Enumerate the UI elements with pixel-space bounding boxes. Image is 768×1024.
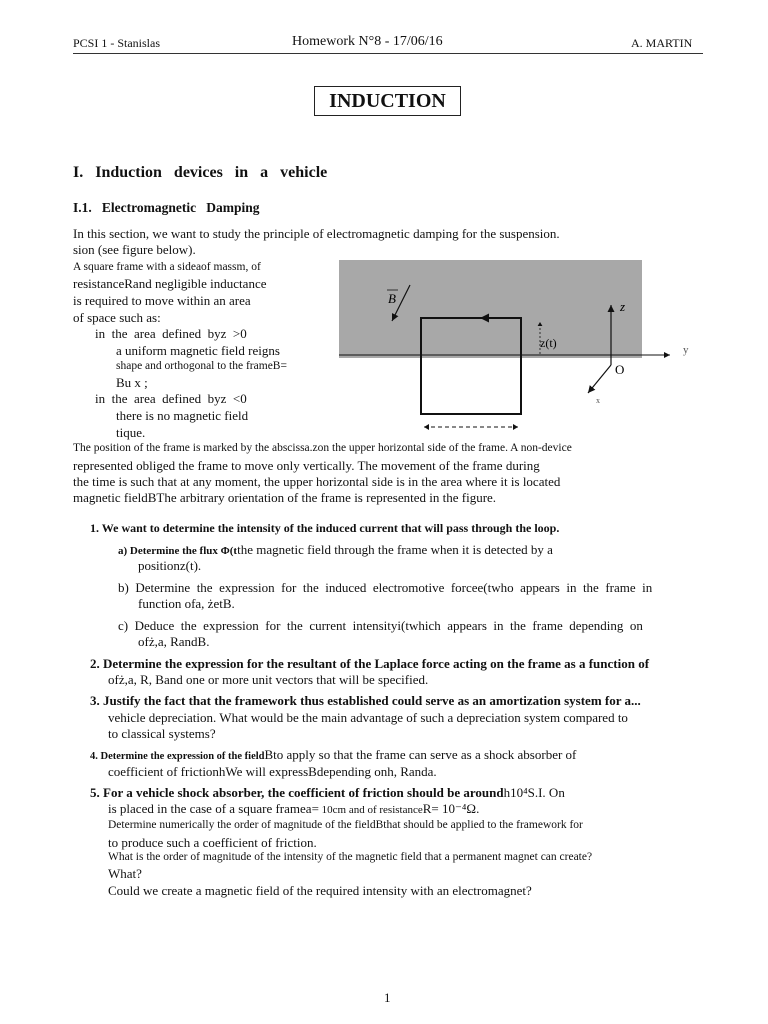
left-col-line: of space such as:: [73, 310, 161, 325]
left-col-line: tique.: [116, 425, 146, 440]
page-number: 1: [384, 990, 391, 1005]
question-3-cont: vehicle depreciation. What would be the main advantage of such a depreciation system compared to: [108, 710, 628, 725]
paragraph-line: The position of the frame is marked by the abscissa.zon the upper horizontal side of the frame. A non-device: [73, 442, 572, 454]
x-axis: [588, 365, 611, 393]
label-b: B: [388, 291, 396, 306]
label-y: y: [683, 344, 689, 356]
page-title: INDUCTION: [314, 86, 461, 116]
left-col-line: a uniform magnetic field reigns: [116, 343, 280, 358]
question-2-cont: ofż,a, R, Band one or more unit vectors that will be specified.: [108, 672, 429, 687]
left-col-line: there is no magnetic field: [116, 408, 249, 423]
paragraph-line: magnetic fieldBThe arbitrary orientation of the frame is represented in the figure.: [73, 490, 497, 505]
left-col-line: resistanceRand negligible inductance: [73, 276, 267, 291]
label-zt: z(t): [540, 336, 557, 350]
left-col-line: Bu x ;: [116, 375, 148, 390]
question-5-cont: to produce such a coefficient of friction.: [108, 835, 317, 850]
question-1a-cont: positionz(t).: [138, 558, 202, 573]
header-left: PCSI 1 - Stanislas: [73, 36, 161, 50]
question-5-cont: is placed in the case of a square framea= 10cm and of resistanceR= 10⁻⁴Ω.: [108, 801, 480, 816]
field-region: [339, 260, 642, 358]
label-z: z: [620, 299, 626, 314]
frame-figure: [330, 255, 710, 435]
header-rule: [73, 53, 703, 54]
subsection-heading: I.1. Electromagnetic Damping: [73, 200, 260, 215]
left-col-line: A square frame with a sideaof massm, of: [73, 261, 261, 273]
header-right: A. MARTIN: [631, 36, 693, 50]
section-heading: I. Induction devices in a vehicle: [73, 164, 328, 181]
question-1c: c) Deduce the expression for the current intensityi(twhich appears in the frame depending on: [118, 618, 643, 633]
question-2: 2. Determine the expression for the resultant of the Laplace force acting on the frame as a function of: [90, 656, 650, 671]
question-1c-cont: ofż,a, RandB.: [138, 634, 210, 649]
question-5-cont: What?: [108, 866, 142, 881]
paragraph-line: represented obliged the frame to move only vertically. The movement of the frame during: [73, 458, 540, 473]
question-4-cont: coefficient of frictionhWe will expressBdepending onh, Randa.: [108, 764, 437, 779]
question-1a: a) Determine the flux Φ(tthe magnetic field through the frame when it is detected by a: [118, 542, 553, 557]
question-3-cont: to classical systems?: [108, 726, 216, 741]
left-col-line: in the area defined byz >0: [95, 326, 247, 341]
question-1b-cont: function ofa, żetB.: [138, 596, 235, 611]
intro-line-1: In this section, we want to study the principle of electromagnetic damping for the suspension.: [73, 226, 560, 241]
left-col-line: shape and orthogonal to the frameB=: [116, 360, 287, 372]
question-3: 3. Justify the fact that the framework thus established could serve as an amortization system for a...: [90, 693, 641, 708]
question-5: 5. For a vehicle shock absorber, the coefficient of friction should be aroundh10⁴S.I. On: [90, 785, 565, 800]
question-5-cont: Determine numerically the order of magnitude of the fieldBthat should be applied to the framework for: [108, 819, 583, 831]
left-col-line: is required to move within an area: [73, 293, 251, 308]
question-1b: b) Determine the expression for the induced electromotive forcee(twho appears in the frame in: [118, 580, 653, 595]
paragraph-line: the time is such that at any moment, the upper horizontal side is in the area where it is located: [73, 474, 561, 489]
intro-line-2: sion (see figure below).: [73, 242, 196, 257]
header-center: Homework N°8 - 17/06/16: [292, 34, 443, 49]
question-4: 4. Determine the expression of the fieldBto apply so that the frame can serve as a shock absorber of: [90, 747, 577, 762]
question-1: 1. We want to determine the intensity of the induced current that will pass through the loop.: [90, 521, 560, 535]
left-col-line: in the area defined byz <0: [95, 391, 247, 406]
question-5-cont: Could we create a magnetic field of the required intensity with an electromagnet?: [108, 883, 532, 898]
question-5-cont: What is the order of magnitude of the intensity of the magnetic field that a permanent magnet can create?: [108, 851, 593, 863]
label-o: O: [615, 362, 625, 377]
label-x: x: [596, 396, 600, 405]
